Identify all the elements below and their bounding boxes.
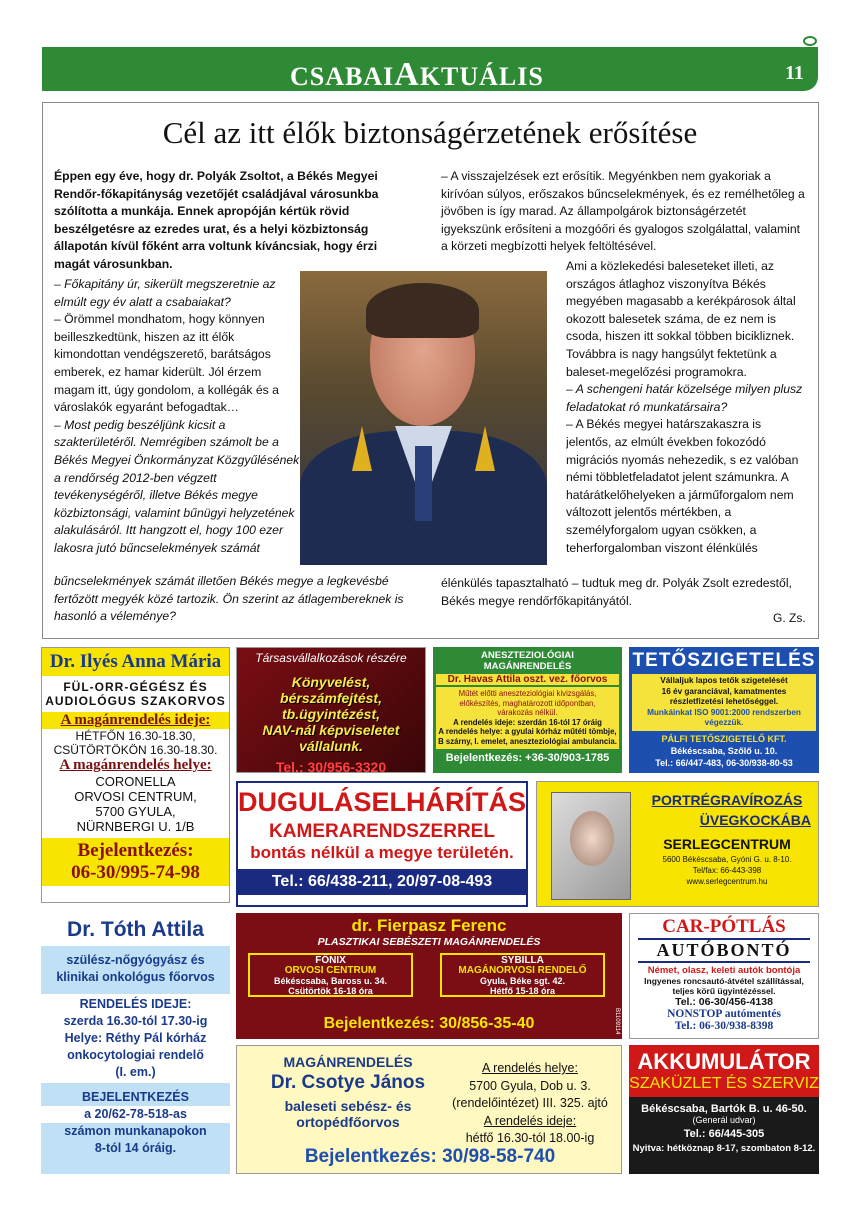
ad-text: FÜL-ORR-GÉGÉSZ ÉS <box>63 680 208 694</box>
ad-text: 5700 GYULA, <box>95 804 176 819</box>
ad-toth <box>41 913 230 1174</box>
ad-anesthesia <box>433 647 622 773</box>
ad-fierpasz-phone: Bejelentkezés: 30/856-35-40 <box>323 1015 535 1032</box>
ad-ilyes <box>41 647 230 903</box>
ad-code: B1109114 <box>614 1008 620 1035</box>
article-title: Cél az itt élők biztonságérzetének erősítése <box>162 115 698 150</box>
article-right-column-body <box>566 258 806 556</box>
ad-text: Dr. Havas Attila oszt. vez. főorvos <box>436 674 619 685</box>
ad-text: KAMERARENDSZERREL <box>269 821 495 842</box>
ad-drain-cleaning <box>236 781 528 907</box>
ad-toth-name: Dr. Tóth Attila <box>41 913 230 946</box>
article-signature: G. Zs. <box>773 611 806 625</box>
ad-csotye-left: MAGÁNRENDELÉS Dr. Csotye János baleseti sebész- és ortopédfőorvos <box>270 1054 426 1130</box>
ad-roofing <box>629 647 819 773</box>
ad-text: Tel.: 06-30/938-8398 <box>674 1020 774 1032</box>
question-2: – Most pedig beszéljünk kicsit a szakterületéről. Nemrégiben számolt be a Békés Megyei Önkormányzat Közgyűlésének a rendőrség 2012-ben végzett tevékenységéről, illetve Békés megye közbiztonsági, valamint bűnügyi helyzetének alakulásáról. Itt hangzott el, hogy 100 ezer lakosra jutó bűncselekmények számát <box>54 417 300 555</box>
ad-text: CORONELLA <box>95 774 176 789</box>
ad-csotye-right: A rendelés helye: 5700 Gyula, Dob u. 3. (rendelőintézet) III. 325. ajtó A rendelés ideje: hétfő 16.30-tól 18.00-ig <box>452 1061 608 1145</box>
ad-text: AKKUMULÁTOR <box>629 1045 819 1075</box>
ad-text: (Generál udvar) <box>692 1115 756 1125</box>
ad-text: Nyitva: hétköznap 8-17, szombaton 8-12. <box>632 1143 816 1154</box>
answer-3: – A Békés megyei határszakaszra is jelentős, az elmúlt években fokozódó migrációs nyomás nehezedik, s ez valóban némi többletfeladatot jelent számunkra. A határátkelőhelyeken a járműforgalom nem változott jelentős mértékben, a személyforgalom ugyan csökken, a teherforgalomban viszont élénkülés <box>566 417 799 555</box>
ad-text: Német, olasz, keleti autók bontója <box>647 965 801 976</box>
answer-2b: Ami a közlekedési baleseteket illeti, az országos átlaghoz viszonyítva Békés megyében magasabb a kerékpárosok által okozott balesetek száma, de ez nem is csoda, hiszen itt sokkal többen bicikliznek. Továbbra is nagy hangsúlyt fektetünk a baleset-megelőzési programokra. <box>566 259 796 379</box>
ad-fierpasz-sybilla: SYBILLA MAGÁNORVOSI RENDELŐ Gyula, Béke sgt. 42. Hétfő 15-18 óra <box>440 953 605 997</box>
question-2-tail: bűncselekmények számát illetően Békés megye a legkevésbé fertőzött megyék közé tartozik. Ön szerint az átlagembereknek is hasonló a véleménye? <box>54 574 404 624</box>
ad-ilyes-phone: Bejelentkezés: 06-30/995-74-98 <box>42 838 229 886</box>
ad-car-potlas <box>629 913 819 1039</box>
ad-serleg <box>536 781 819 907</box>
ad-text: teljes körű ügyintézéssel. <box>672 986 776 996</box>
ad-toth-booking: BEJELENTKEZÉS a 20/62-78-518-as számon munkanapokon 8-tól 14 óráig. <box>41 1089 230 1157</box>
ad-accounting-phone: Tel.: 30/956-3320 <box>275 759 387 773</box>
article-lead: Éppen egy éve, hogy dr. Polyák Zsoltot, a Békés Megyei Rendőr-főkapitányság vezetőjét családjával városunkba szólította a munkája. Ennek apropóján kértük rövid beszélgetésre az ezredes urat, és a helyi közbiztonság állapotán kívül főként arra voltunk kíváncsiak, hogy érzi magát városunkban. <box>54 169 379 271</box>
ad-text: SZAKÜZLET ÉS SZERVIZ <box>629 1075 819 1097</box>
article-right-column <box>441 168 806 256</box>
ad-anesthesia-details: Műtét előtti aneszteziológiai kivizsgálás, előkészítés, maghatározott időpontban, várakozás nélkül. A rendelés ideje: szerdán 16-tól 17 óráig A rendelés helye: a gyulai kórház műtéti tömbje, B szárny, I. emelet, aneszteziológiai ambulancia. <box>436 687 619 749</box>
page-curl-ornament <box>803 36 817 46</box>
ad-roofing-contact: PÁLFI TETŐSZIGETELŐ KFT. Békéscsaba, Szőlő u. 10. Tel.: 66/447-483, 06-30/938-80-53 <box>655 733 793 768</box>
answer-2a: – A visszajelzések ezt erősítik. Megyénkben nem gyakoriak a kirívóan súlyos, erőszakos bűncselekmények, és ez remélhetőleg a jövőben is így marad. Az állampolgárok biztonságérzetét igyekszünk erősíteni a mozgóőri és gyalogos szolgálattal, valamint a körzeti megbízotti helyek feltöltésével. <box>441 169 805 254</box>
magazine-title: CSABAIAKTUÁLIS <box>290 56 544 93</box>
ad-text: A magánrendelés ideje: <box>42 712 229 729</box>
ad-text: bontás nélkül a megye területén. <box>250 843 514 862</box>
ad-text: Társasvállalkozások részére <box>255 651 407 665</box>
ad-ilyes-name: Dr. Ilyés Anna Mária <box>42 648 229 676</box>
ad-text: AUDIOLÓGUS SZAKORVOS <box>45 694 226 708</box>
ad-text: AUTÓBONTÓ <box>638 938 810 963</box>
ad-text: Ingyenes roncsautó-átvétel szállítással, <box>644 976 804 986</box>
ad-csotye <box>236 1045 622 1174</box>
ad-drain-phone: Tel.: 66/438-211, 20/97-08-493 <box>238 869 526 895</box>
ad-text: NONSTOP autómentés <box>667 1008 781 1020</box>
ad-text: dr. Fierpasz Ferenc <box>351 916 507 935</box>
answer-3-tail: élénkülés tapasztalható – tudtuk meg dr. Polyák Zsolt ezredestől, Békés megye rendőrfőkapitányától. <box>441 576 792 608</box>
portrait-photo <box>300 271 547 565</box>
answer-1: – Örömmel mondhatom, hogy könnyen beilleszkedtünk, hiszen az itt élők kimondottan vendégszerető, barátságos emberek, ez hamar kiderült. Jól érzem magam itt, úgy gondolom, a kollégák és a városlakók egyaránt befogadtak… <box>54 312 279 415</box>
ad-accounting-services: Könyvelést, bérszámfejtést, tb.ügyintézést, NAV-nál képviseletet vállalunk. <box>262 674 400 754</box>
ad-text: szülész-nőgyógyász és <box>66 953 205 967</box>
ad-fierpasz-fonix: FŐNIX ORVOSI CENTRUM Békéscsaba, Baross u. 34. Csütörtök 16-18 óra <box>248 953 413 997</box>
ad-text: Tel.: 66/445-305 <box>683 1128 765 1140</box>
ad-text: DUGULÁSELHÁRÍTÁS <box>238 787 526 817</box>
ad-anesthesia-phone: Bejelentkezés: +36-30/903-1785 <box>445 751 610 764</box>
ad-text: PLASZTIKAI SEBÉSZETI MAGÁNRENDELÉS <box>317 936 541 948</box>
ad-toth-hours: RENDELÉS IDEJE: szerda 16.30-tól 17.30-ig Helye: Réthy Pál kórház onkocytologiai rendelő (I. em.) <box>41 994 230 1083</box>
article-left-column-body <box>54 276 298 557</box>
ad-battery <box>629 1045 819 1174</box>
page-number: 11 <box>785 62 804 84</box>
ad-text: CAR-PÓTLÁS <box>662 916 786 937</box>
ad-text: klinikai onkológus főorvos <box>56 970 215 984</box>
ad-text: ORVOSI CENTRUM, <box>74 789 197 804</box>
question-1: – Főkapitány úr, sikerült megszeretnie az elmúlt egy év alatt a csabaiakat? <box>54 277 276 309</box>
ad-fierpasz <box>236 913 622 1039</box>
article-left-column <box>54 168 386 274</box>
question-3: – A schengeni határ közelsége milyen plusz feladatokat ró munkatársaira? <box>566 382 803 414</box>
ad-text: A magánrendelés helye: <box>59 757 212 773</box>
glass-cube-image <box>551 792 631 900</box>
ad-roofing-details: Vállaljuk lapos tetők szigetelését 16 év garanciával, kamatmentes részletfizetési lehetőséggel. Munkáinkat ISO 9001:2000 rendszerben végezzük. <box>632 674 816 731</box>
ad-text: TETŐSZIGETELÉS <box>632 650 816 671</box>
ad-text: CSÜTÖRTÖKÖN 16.30-18.30. <box>53 743 218 757</box>
ad-text: NÜRNBERGI U. 1/B <box>76 819 195 834</box>
ad-text: HÉTFŐN 16.30-18.30, <box>75 729 196 743</box>
ad-accounting <box>236 647 426 773</box>
ad-text: ANESZTEZIOLÓGIAI MAGÁNRENDELÉS <box>481 650 574 672</box>
ad-serleg-text: PORTRÉGRAVÍROZÁS ÜVEGKOCKÁBA SERLEGCENTRUM 5600 Békéscsaba, Gyóni G. u. 8-10. Tel/fax: 66-443-398 www.serlegcentrum.hu <box>651 792 811 886</box>
ad-text: Tel.: 06-30/456-4138 <box>675 996 773 1008</box>
ad-csotye-phone: Bejelentkezés: 30/98-58-740 <box>304 1146 556 1167</box>
ad-text: Békéscsaba, Bartók B. u. 46-50. <box>641 1103 807 1115</box>
